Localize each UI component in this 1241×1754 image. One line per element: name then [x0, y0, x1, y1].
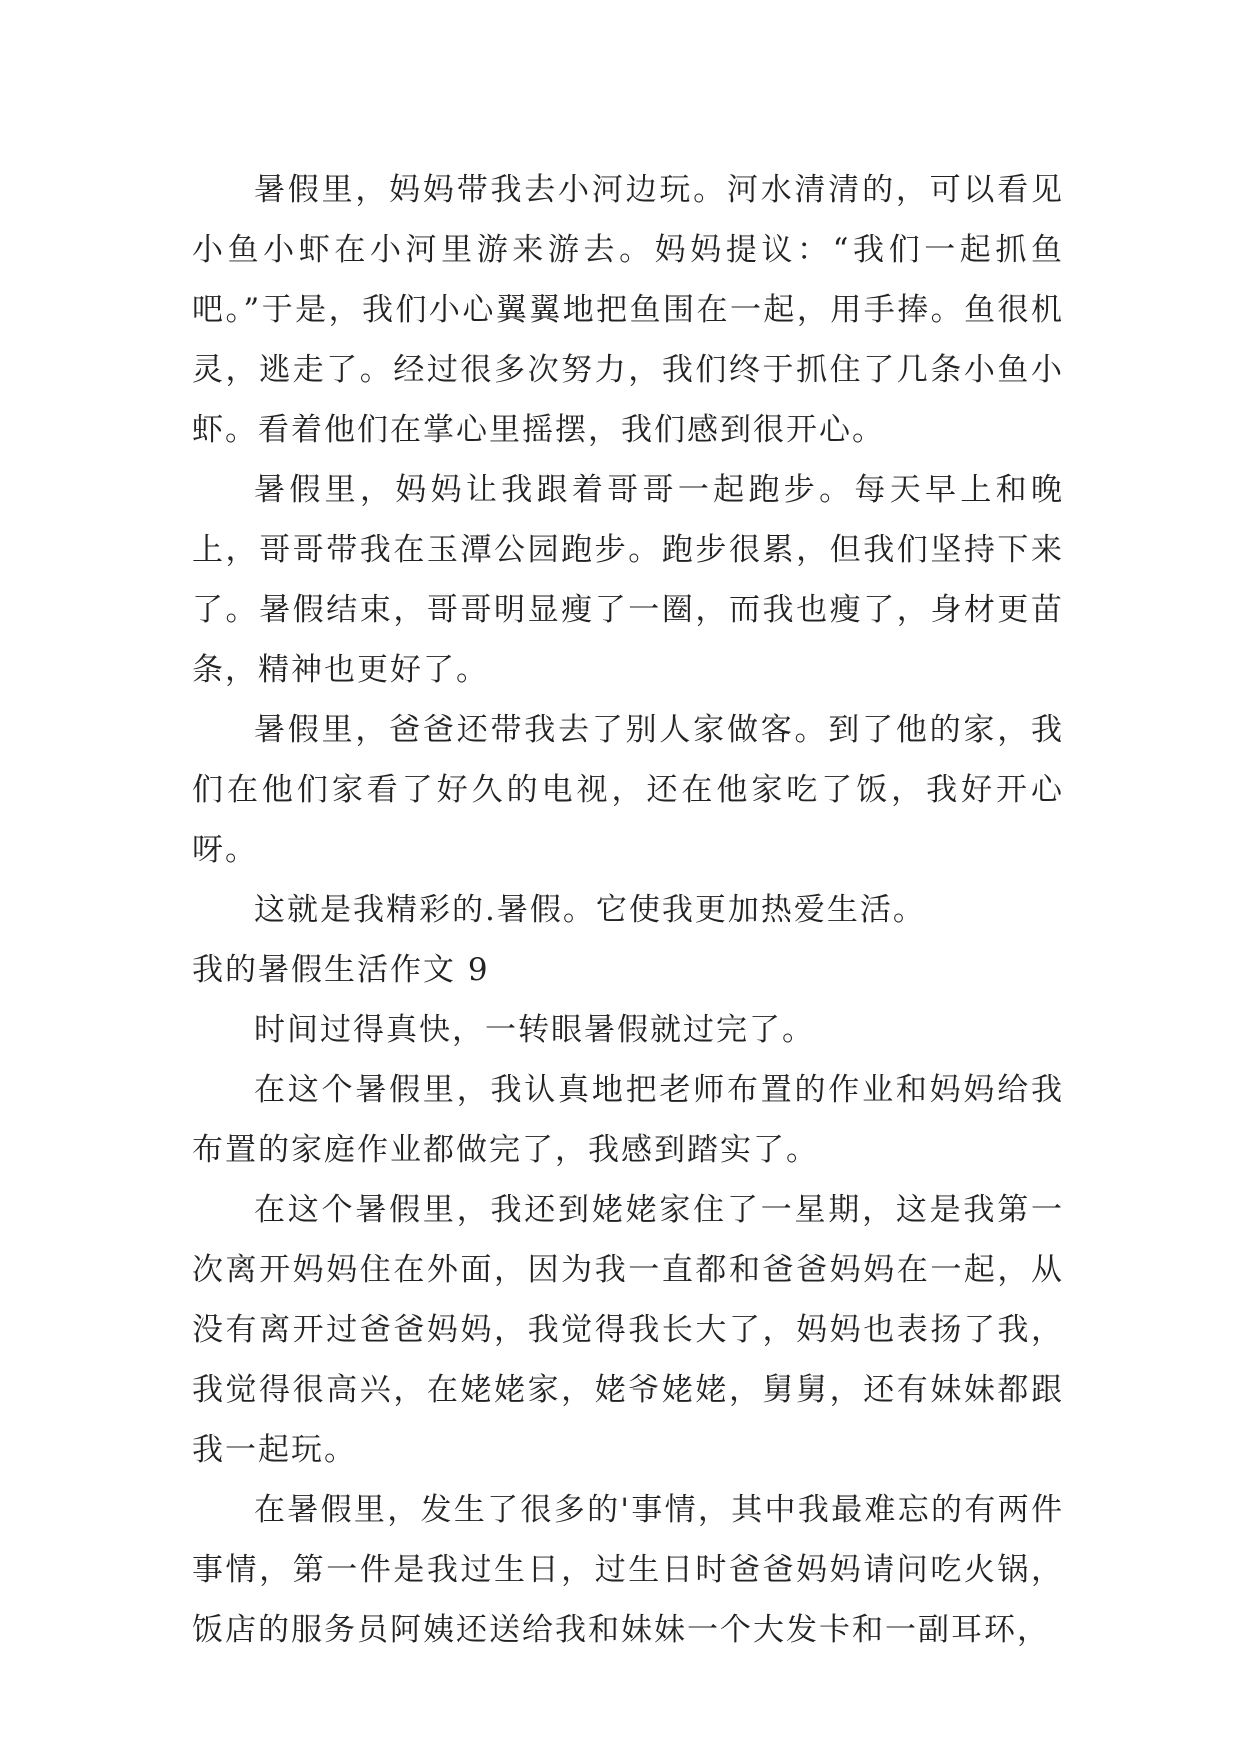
- document-body: [192, 160, 1064, 1660]
- paragraph-grandma-house: 在这个暑假里，我还到姥姥家住了一星期，这是我第一次离开妈妈住在外面，因为我一直都和爸爸妈妈在一起，从没有离开过爸爸妈妈，我觉得我长大了，妈妈也表扬了我，我觉得很高兴，在姥姥家，姥爷姥姥，舅舅，还有妹妹都跟我一起玩。: [192, 1192, 1064, 1468]
- paragraph-visiting: 暑假里，爸爸还带我去了别人家做客。到了他的家，我们在他们家看了好久的电视，还在他家吃了饭，我好开心呀。: [192, 712, 1064, 868]
- paragraph-homework: 在这个暑假里，我认真地把老师布置的作业和妈妈给我布置的家庭作业都做完了，我感到踏实了。: [192, 1072, 1064, 1168]
- paragraph-time-flies: 时间过得真快，一转眼暑假就过完了。: [254, 1012, 815, 1048]
- paragraph-river-fishing: 暑假里，妈妈带我去小河边玩。河水清清的，可以看见小鱼小虾在小河里游来游去。妈妈提议：“我们一起抓鱼吧。”于是，我们小心翼翼地把鱼围在一起，用手捧。鱼很机灵，逃走了。经过很多次努力，我们终于抓住了几条小鱼小虾。看着他们在掌心里摇摆，我们感到很开心。: [192, 172, 1064, 448]
- paragraph-conclusion: 这就是我精彩的.暑假。它使我更加热爱生活。: [254, 892, 926, 928]
- paragraph-running: 暑假里，妈妈让我跟着哥哥一起跑步。每天早上和晚上，哥哥带我在玉潭公园跑步。跑步很累，但我们坚持下来了。暑假结束，哥哥明显瘦了一圈，而我也瘦了，身材更苗条，精神也更好了。: [192, 472, 1064, 688]
- paragraph-birthday: 在暑假里，发生了很多的'事情，其中我最难忘的有两件事情，第一件是我过生日，过生日时爸爸妈妈请问吃火锅，饭店的服务员阿姨还送给我和妹妹一个大发卡和一副耳环，: [192, 1492, 1064, 1648]
- section-title: 我的暑假生活作文 9: [192, 952, 490, 988]
